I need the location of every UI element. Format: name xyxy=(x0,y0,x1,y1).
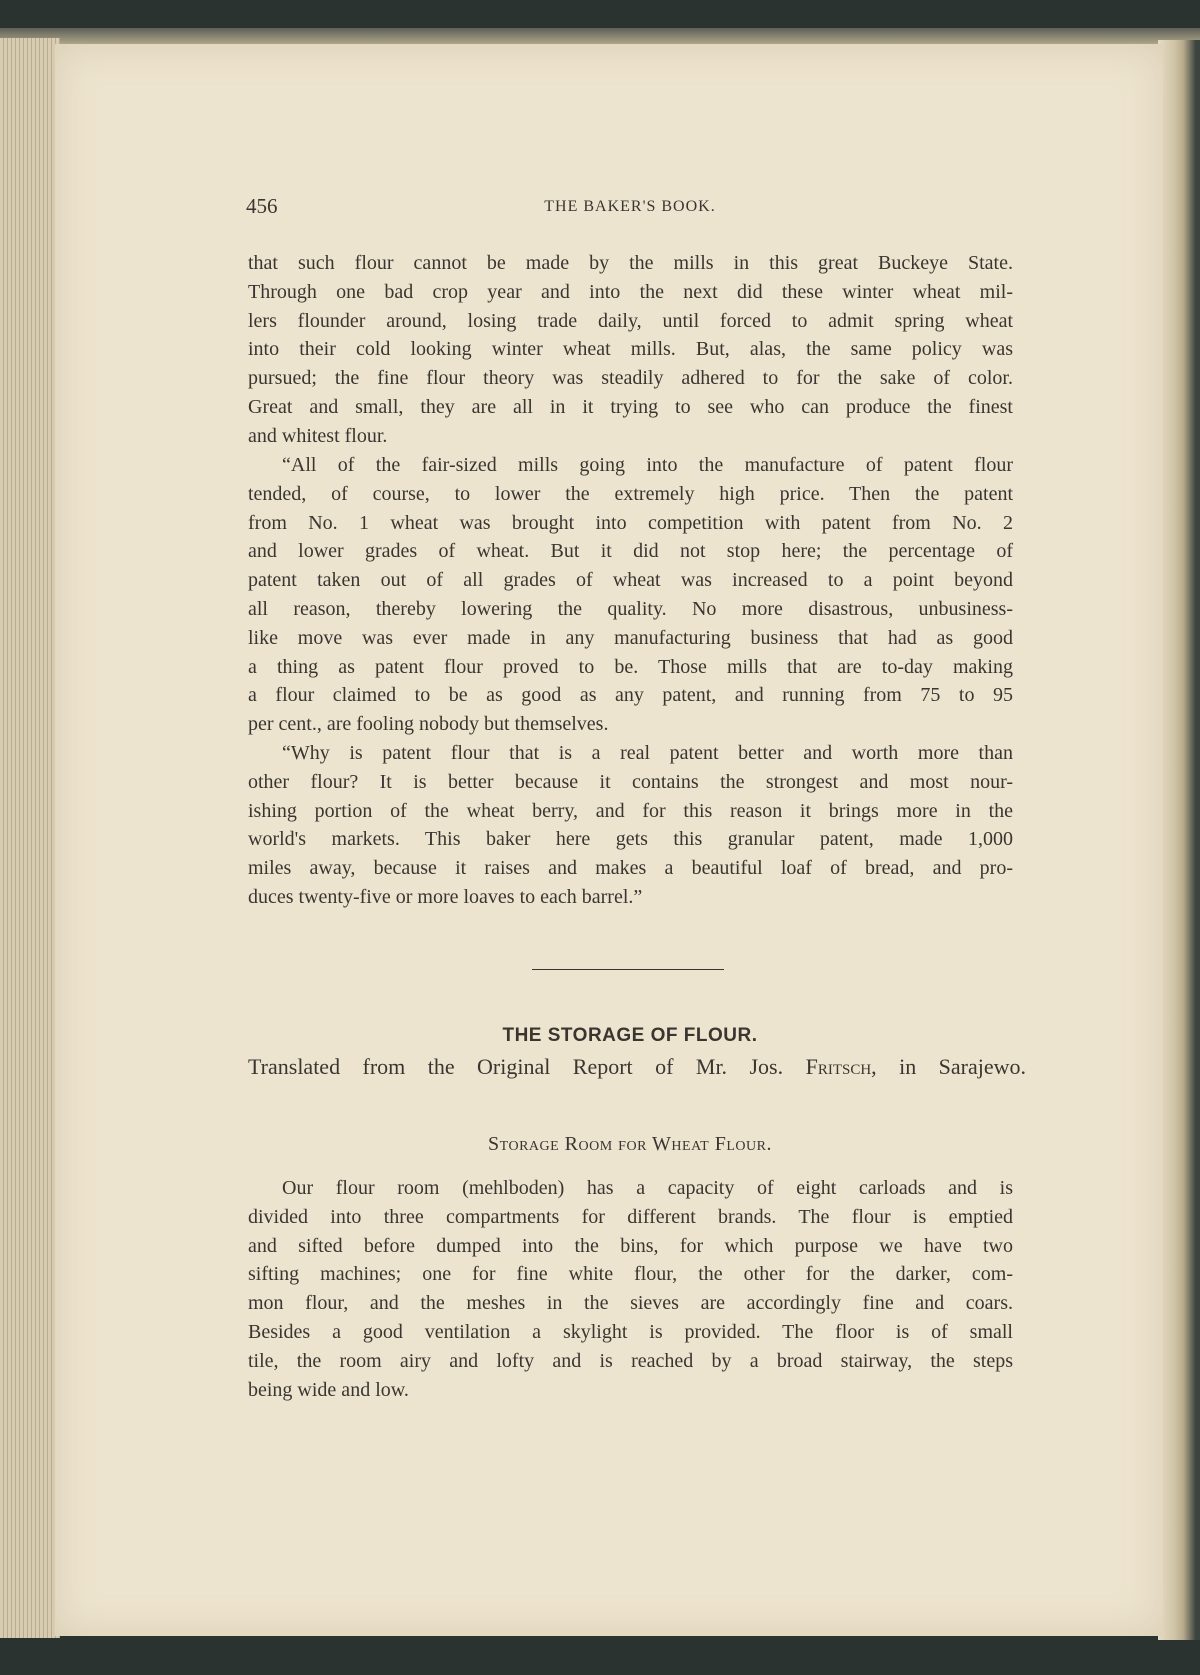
page-stack-right xyxy=(1158,40,1200,1640)
text-line: and sifted before dumped into the bins, for which purpose we have two xyxy=(248,1234,1013,1257)
text-line: all reason, thereby lowering the quality. No more disastrous, unbusiness- xyxy=(248,597,1013,620)
text-line: other flour? It is better because it contains the strongest and most nour- xyxy=(248,770,1013,793)
text-line: tended, of course, to lower the extremely high price. Then the patent xyxy=(248,482,1013,505)
text-line: sifting machines; one for fine white flour, the other for the darker, com- xyxy=(248,1263,1013,1286)
credit-author: Fritsch, xyxy=(805,1054,877,1079)
text-line: miles away, because it raises and makes a beautiful loaf of bread, and pro- xyxy=(248,857,1013,880)
paragraph-1 xyxy=(248,249,1013,451)
credit-place: in Sarajewo. xyxy=(899,1054,1027,1079)
text-line: mon flour, and the meshes in the sieves are accordingly fine and coars. xyxy=(248,1292,1013,1315)
text-line: a flour claimed to be as good as any patent, and running from 75 to 95 xyxy=(248,684,1013,707)
page-stack-left xyxy=(0,38,60,1638)
paragraph-4 xyxy=(248,1174,1013,1404)
text-line: pursued; the fine flour theory was steadily adhered to for the sake of color. xyxy=(248,367,1013,390)
paragraph-3 xyxy=(248,739,1013,912)
subheading: Storage Room for Wheat Flour. xyxy=(488,1133,772,1155)
text-line: like move was ever made in any manufacturing business that had as good xyxy=(248,626,1013,649)
paragraph-2 xyxy=(248,451,1013,739)
text-line: “Why is patent flour that is a real patent better and worth more than xyxy=(282,742,1013,764)
text-line: and lower grades of wheat. But it did not stop here; the percentage of xyxy=(248,540,1013,563)
text-line: from No. 1 wheat was brought into competition with patent from No. 2 xyxy=(248,511,1013,534)
text-line: per cent., are fooling nobody but themselves. xyxy=(248,713,609,736)
text-line: patent taken out of all grades of wheat was increased to a point beyond xyxy=(248,569,1013,592)
text-line: Through one bad crop year and into the next did these winter wheat mil- xyxy=(248,280,1013,303)
text-line: divided into three compartments for different brands. The flour is emptied xyxy=(248,1205,1013,1228)
text-line: ishing portion of the wheat berry, and for this reason it brings more in the xyxy=(248,799,1013,822)
text-line: being wide and low. xyxy=(248,1378,409,1401)
text-line: Great and small, they are all in it trying to see who can produce the finest xyxy=(248,395,1013,418)
text-line: and whitest flour. xyxy=(248,424,388,447)
text-line: into their cold looking winter wheat mills. But, alas, the same policy was xyxy=(248,338,1013,361)
text-line: Our flour room (mehlboden) has a capacity of eight carloads and is xyxy=(282,1177,1013,1199)
text-line: that such flour cannot be made by the mills in this great Buckeye State. xyxy=(248,252,1013,274)
translation-credit xyxy=(248,1054,1026,1080)
text-line: duces twenty-five or more loaves to each barrel.” xyxy=(248,885,643,908)
text-line: tile, the room airy and lofty and is reached by a broad stairway, the steps xyxy=(248,1349,1013,1372)
text-line: a thing as patent flour proved to be. Those mills that are to-day making xyxy=(248,655,1013,678)
text-line: Besides a good ventilation a skylight is provided. The floor is of small xyxy=(248,1320,1013,1343)
page-number: 456 xyxy=(246,194,278,218)
text-line: world's markets. This baker here gets this granular patent, made 1,000 xyxy=(248,828,1013,851)
text-line: lers flounder around, losing trade daily, until forced to admit spring wheat xyxy=(248,309,1013,332)
section-title: THE STORAGE OF FLOUR. xyxy=(502,1025,758,1046)
text-line: “All of the fair-sized mills going into the manufacture of patent flour xyxy=(282,454,1013,476)
section-divider xyxy=(532,969,724,970)
credit-text: Translated from the Original Report of Mr. Jos. xyxy=(248,1054,784,1079)
running-title: THE BAKER'S BOOK. xyxy=(544,198,716,215)
